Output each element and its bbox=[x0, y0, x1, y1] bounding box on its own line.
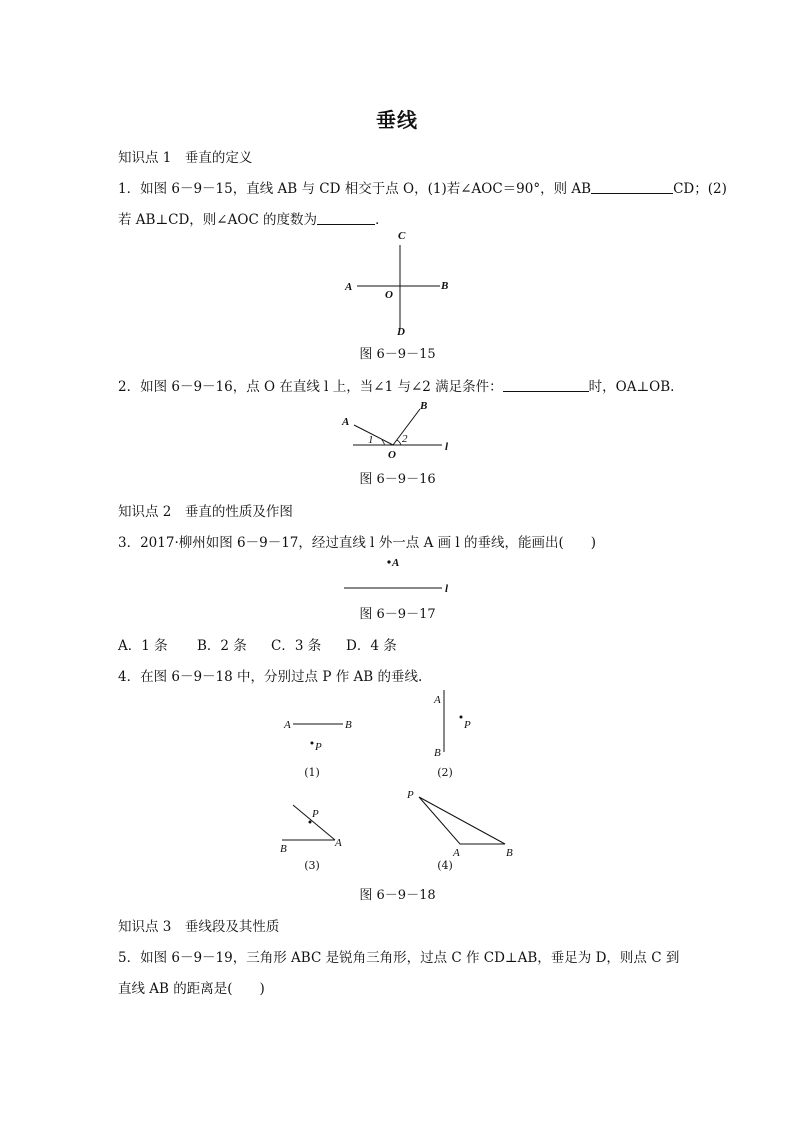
sub-label-2: (2) bbox=[437, 766, 453, 779]
q2-text-a: 2．如图 6－9－16，点 O 在直线 l 上，当∠1 与∠2 满足条件： bbox=[118, 379, 503, 395]
label-b: B bbox=[420, 400, 428, 412]
q1-text-b: CD；(2) bbox=[673, 181, 727, 197]
question-5-line-1: 5．如图 6－9－19，三角形 ABC 是锐角三角形，过点 C 作 CD⊥AB，垂足为 D，则点 C 到 bbox=[118, 950, 680, 966]
q1-blank-1[interactable] bbox=[591, 181, 673, 194]
label-p: P bbox=[407, 789, 414, 801]
question-3-line: 3．2017·柳州如图 6－9－17，经过直线 l 外一点 A 画 l 的垂线，能画出( ) bbox=[118, 535, 597, 551]
label-o: O bbox=[388, 449, 396, 461]
sub-label-3: (3) bbox=[304, 859, 320, 872]
page-title: 垂线 bbox=[376, 108, 418, 132]
ray-oa bbox=[354, 425, 393, 445]
figure-6-9-15 bbox=[340, 225, 460, 340]
triangle-pab bbox=[419, 797, 505, 844]
question-5-line-2: 直线 AB 的距离是( ) bbox=[118, 981, 265, 997]
label-a: A bbox=[345, 281, 353, 293]
angle-2-arc bbox=[397, 440, 401, 445]
q1-text-d: ． bbox=[375, 212, 389, 228]
question-4-line: 4．在图 6－9－18 中，分别过点 P 作 AB 的垂线. bbox=[118, 669, 423, 685]
label-l: l bbox=[445, 583, 449, 595]
point-p bbox=[311, 742, 314, 745]
q2-text-b: 时，OA⊥OB. bbox=[588, 379, 675, 395]
label-a: A bbox=[284, 719, 291, 731]
label-b: B bbox=[345, 719, 352, 731]
label-p: P bbox=[312, 808, 319, 820]
figure-6-9-18-caption: 图 6－9－18 bbox=[359, 888, 436, 903]
q1-text-a: 1．如图 6－9－15，直线 AB 与 CD 相交于点 O，(1)若∠AOC＝90°，则 AB bbox=[118, 181, 592, 197]
label-d: D bbox=[397, 326, 405, 338]
label-b: B bbox=[434, 747, 441, 758]
label-l: l bbox=[445, 441, 449, 453]
figure-6-9-18-part-4 bbox=[402, 786, 522, 860]
label-a: A bbox=[392, 557, 400, 569]
sub-label-4: (4) bbox=[437, 859, 453, 872]
label-b: B bbox=[441, 280, 449, 292]
figure-6-9-17 bbox=[340, 552, 460, 597]
label-b: B bbox=[506, 847, 513, 859]
label-b: B bbox=[280, 843, 287, 855]
q1-blank-2[interactable] bbox=[317, 212, 375, 225]
label-p: P bbox=[464, 719, 471, 731]
section-heading-2: 知识点 2 垂直的性质及作图 bbox=[118, 504, 293, 520]
option-b[interactable]: B．2 条 bbox=[197, 638, 247, 654]
option-a[interactable]: A．1 条 bbox=[118, 638, 168, 654]
label-a: A bbox=[434, 694, 441, 706]
figure-6-9-18-part-1 bbox=[280, 712, 360, 760]
q1-text-c: 若 AB⊥CD，则∠AOC 的度数为 bbox=[118, 212, 318, 228]
label-angle-1: 1 bbox=[368, 434, 374, 446]
point-a bbox=[387, 560, 390, 563]
section-heading-3: 知识点 3 垂线段及其性质 bbox=[118, 919, 280, 935]
label-c: C bbox=[398, 230, 406, 242]
label-angle-2: 2 bbox=[402, 433, 408, 445]
section-heading-1: 知识点 1 垂直的定义 bbox=[118, 150, 253, 166]
label-o: O bbox=[385, 289, 393, 301]
label-p: P bbox=[315, 741, 322, 753]
figure-6-9-16 bbox=[338, 395, 463, 463]
label-a: A bbox=[453, 847, 460, 859]
option-c[interactable]: C．3 条 bbox=[271, 638, 322, 654]
sub-label-1: (1) bbox=[304, 766, 320, 779]
question-1-line-1 bbox=[118, 177, 727, 197]
label-a: A bbox=[342, 416, 350, 428]
point-p bbox=[460, 716, 463, 719]
q2-blank[interactable] bbox=[503, 379, 589, 392]
figure-6-9-17-caption: 图 6－9－17 bbox=[359, 607, 436, 622]
figure-6-9-16-caption: 图 6－9－16 bbox=[359, 472, 436, 487]
option-d[interactable]: D．4 条 bbox=[346, 638, 397, 654]
question-2-line bbox=[118, 375, 674, 395]
point-p bbox=[309, 821, 312, 824]
label-a: A bbox=[335, 837, 342, 849]
figure-6-9-18-part-2 bbox=[428, 686, 483, 758]
figure-6-9-18-part-3 bbox=[275, 798, 350, 856]
figure-6-9-15-caption: 图 6－9－15 bbox=[359, 347, 436, 362]
